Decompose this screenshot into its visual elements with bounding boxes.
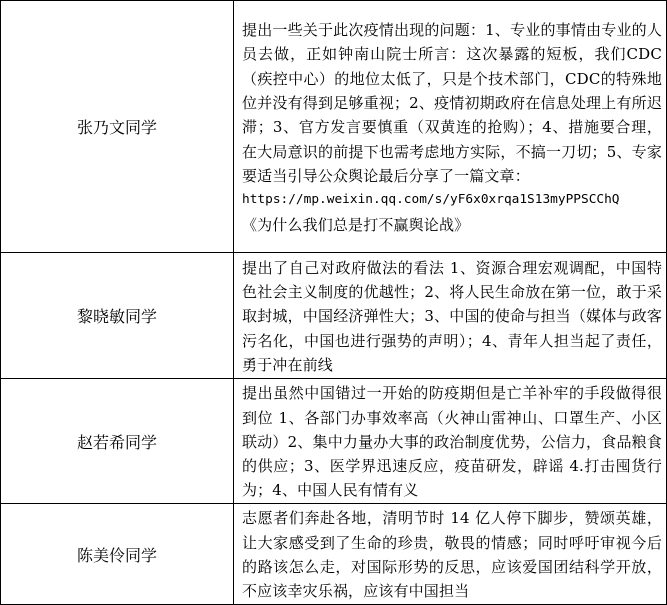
table-row — [1, 504, 667, 605]
comment-cell — [234, 1, 667, 253]
student-name: 赵若希同学 — [1, 379, 234, 504]
table-row — [1, 253, 667, 379]
comment-cell — [234, 379, 667, 504]
comment-cell — [234, 253, 667, 379]
article-title: 《为什么我们总是打不赢舆论战》 — [242, 215, 470, 234]
table-row — [1, 1, 667, 253]
comment-text: 提出一些关于此次疫情出现的问题：1、专业的事情由专业的人员去做，正如钟南山院士所言：这次暴露的短板，我们CDC（疾控中心）的地位太低了，只是个技术部门，CDC的特殊地位并没有得到足够重视；2、疫情初期政府在信息处理上有所迟滞；3、官方发言要慎重（双黄连的抢购）；4、措施要合理，在大局意识的前提下也需考虑地方实际，不搞一刀切；5、专家要适当引导公众舆论最后分享了一篇文章： — [242, 21, 662, 185]
student-name: 张乃文同学 — [1, 1, 234, 253]
comment-cell — [234, 504, 667, 605]
table-row — [1, 379, 667, 504]
comment-text: 提出了自己对政府做法的看法 1、资源合理宏观调配，中国特色社会主义制度的优越性；2、将人民生命放在第一位，敢于采取封城，中国经济弹性大；3、中国的使命与担当（媒体与政客污名化，中国也进行强势的声明）；4、青年人担当起了责任，勇于冲在前线 — [242, 258, 662, 374]
student-name: 黎晓敏同学 — [1, 253, 234, 379]
comment-text: 提出虽然中国错过一开始的防疫期但是亡羊补牢的手段做得很到位 1、各部门办事效率高（火神山雷神山、口罩生产、小区联动）2、集中力量办大事的政治制度优势，公信力，食品粮食的供应；3、医学界迅速反应，疫苗研发，辟谣 4.打击囤货行为；4、中国人民有情有义 — [242, 384, 662, 500]
article-link[interactable]: https://mp.weixin.qq.com/s/yF6x0xrqa1S13myPPSCChQ — [242, 192, 620, 208]
comment-text: 志愿者们奔赴各地，清明节时 14 亿人停下脚步，赞颂英雄，让大家感受到了生命的珍贵，敬畏的情感；同时呼吁审视今后的路该怎么走，对国际形势的反思，应该爱国团结科学开放，不应该幸灾乐祸，应该有中国担当 — [242, 509, 662, 601]
student-name: 陈美伶同学 — [1, 504, 234, 605]
